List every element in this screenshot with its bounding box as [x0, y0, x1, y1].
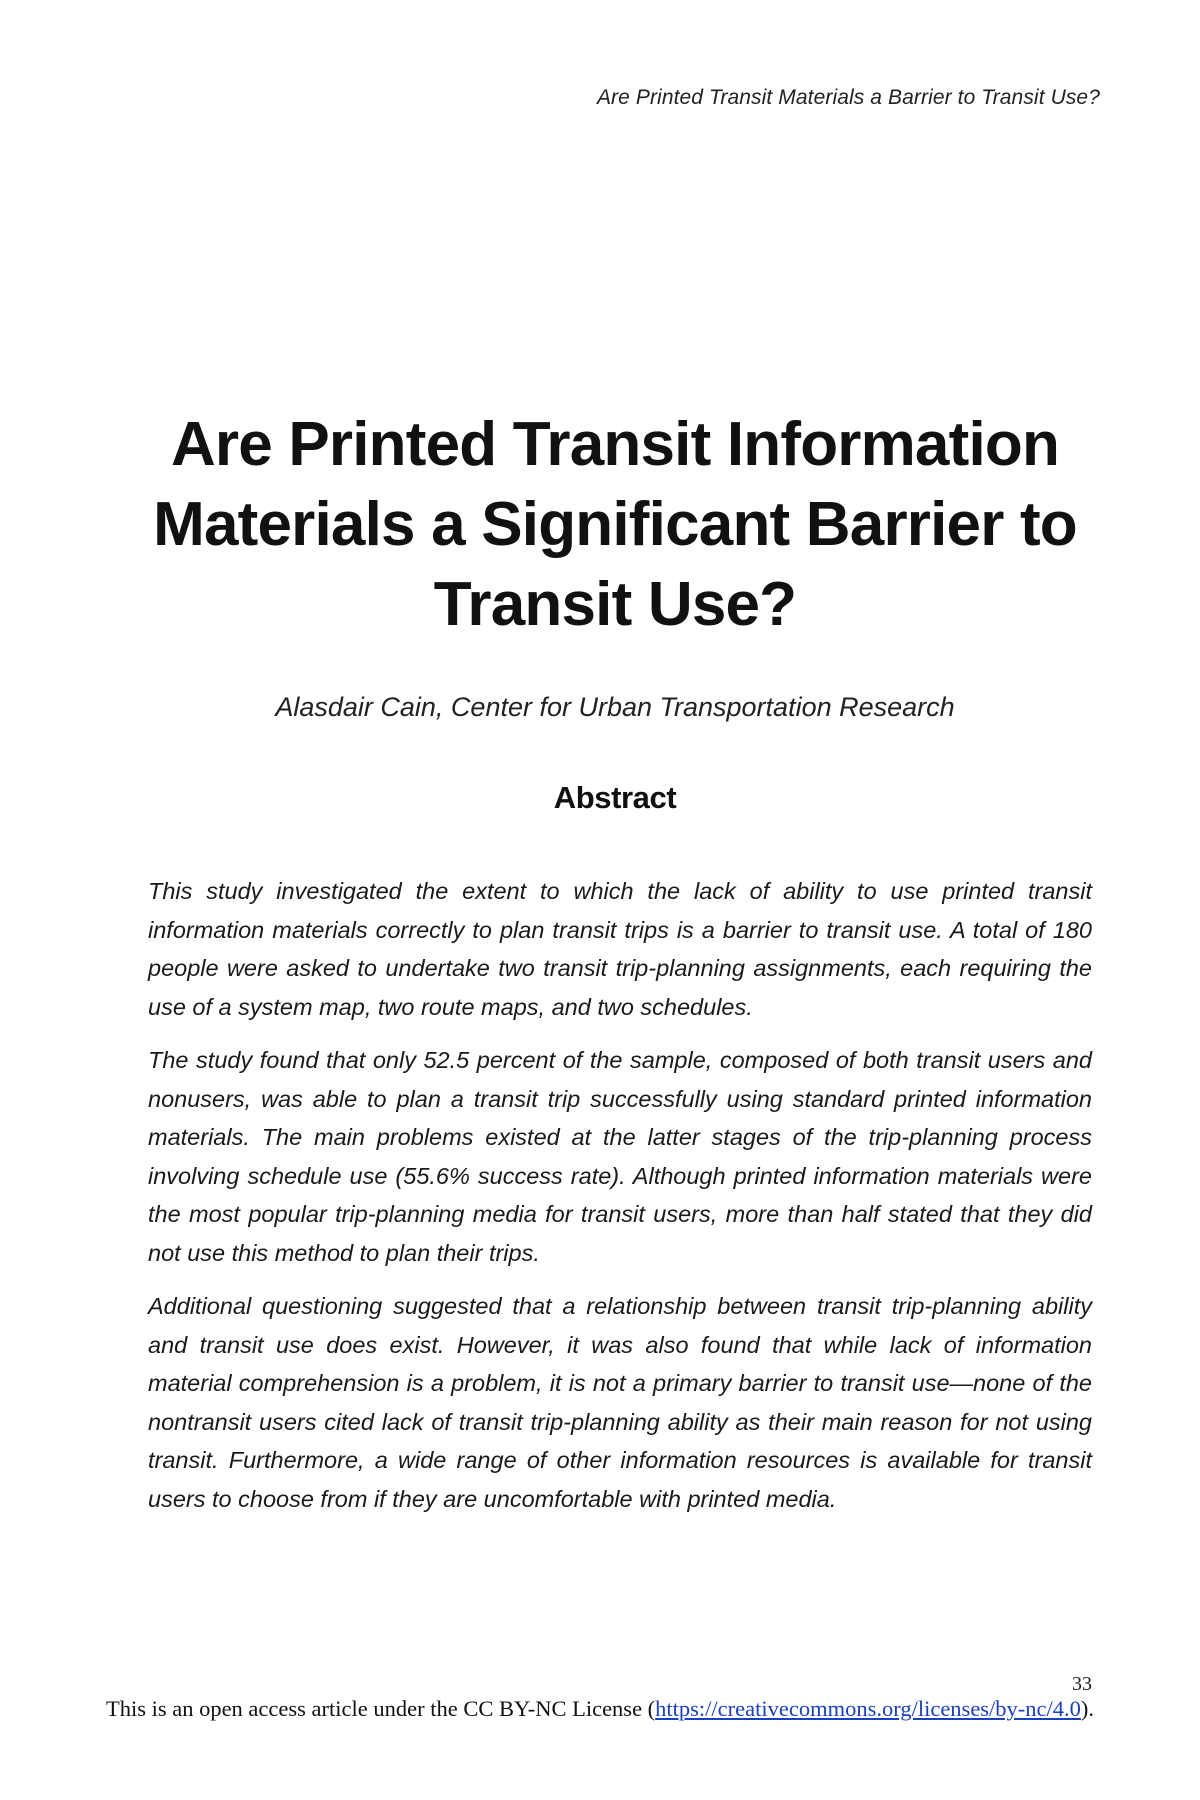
license-prefix: This is an open access article under the CC BY-NC License (	[105, 1696, 656, 1721]
abstract-heading: Abstract	[553, 780, 677, 815]
running-head: Are Printed Transit Materials a Barrier to Transit Use?	[596, 86, 1100, 109]
license-suffix: ).	[1080, 1696, 1095, 1721]
title-line: Are Printed Transit Information	[170, 410, 1060, 479]
title-line: Transit Use?	[433, 570, 797, 639]
abstract-paragraph: Additional questioning suggested that a relationship between transit trip-planning ability and transit use does exist. However, it was also found that while lack of information material comprehension is a problem, it is not a primary barrier to transit use—none of the nontransit users cited lack of transit trip-planning ability as their main reason for not using transit. Furthermore, a wide range of other information resources is available for transit users to choose from if they are uncomfortable with printed media.	[148, 1293, 1092, 1512]
license-notice	[0, 1696, 1200, 1722]
license-link[interactable]: https://creativecommons.org/licenses/by-nc/4.0	[655, 1696, 1081, 1721]
title-line: Materials a Significant Barrier to	[153, 490, 1077, 559]
abstract-body	[148, 872, 1092, 1533]
abstract-paragraph: This study investigated the extent to which the lack of ability to use printed transit information materials correctly to plan transit trips is a barrier to transit use. A total of 180 people were asked to undertake two transit trip-planning assignments, each requiring the use of a system map, two route maps, and two schedules.	[148, 878, 1092, 1020]
article-title	[100, 405, 1130, 645]
author-affiliation: Alasdair Cain, Center for Urban Transportation Research	[275, 692, 955, 722]
abstract-paragraph: The study found that only 52.5 percent of the sample, composed of both transit users and nonusers, was able to plan a transit trip successfully using standard printed information materials. The main problems existed at the latter stages of the trip-planning process involving schedule use (55.6% success rate). Although printed information materials were the most popular trip-planning media for transit users, more than half stated that they did not use this method to plan their trips.	[148, 1047, 1092, 1266]
page-number: 33	[1072, 1673, 1092, 1695]
